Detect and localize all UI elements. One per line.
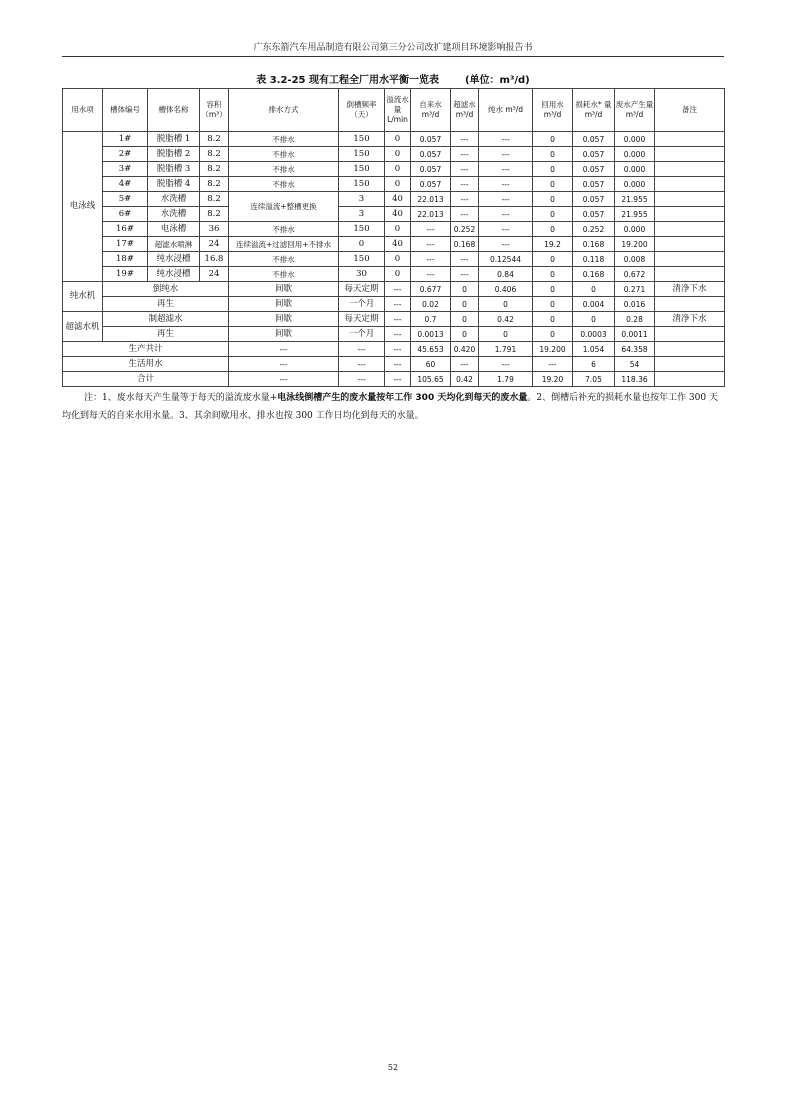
cell-overflow: 0 bbox=[385, 132, 411, 147]
cell-remark: 清净下水 bbox=[655, 282, 725, 297]
cell-drain: 不排水 bbox=[229, 147, 339, 162]
cell-remark bbox=[655, 222, 725, 237]
cell-tap: --- bbox=[411, 252, 451, 267]
cell-summary-label: 合计 bbox=[63, 372, 229, 387]
cell-remark bbox=[655, 252, 725, 267]
cell-reuse: 0 bbox=[533, 162, 573, 177]
cell-remark bbox=[655, 372, 725, 387]
cell-drain: 间歇 bbox=[229, 327, 339, 342]
table-title bbox=[62, 71, 724, 86]
cell-tap: --- bbox=[411, 237, 451, 252]
col-header-overflow: 溢流水量 L/min bbox=[385, 89, 411, 132]
cell-reuse: 19.2 bbox=[533, 237, 573, 252]
table-notes bbox=[62, 389, 724, 425]
cell-overflow: 0 bbox=[385, 267, 411, 282]
cell-loss: 0.057 bbox=[573, 147, 615, 162]
cell-uf: --- bbox=[451, 147, 479, 162]
cell-waste: 19.200 bbox=[615, 237, 655, 252]
cell-volume: 8.2 bbox=[200, 162, 229, 177]
cell-volume: 8.2 bbox=[200, 147, 229, 162]
cell-uf: 0.252 bbox=[451, 222, 479, 237]
cell-drain: 间歇 bbox=[229, 312, 339, 327]
cell-reuse: 0 bbox=[533, 282, 573, 297]
col-header-water-item: 用水项 bbox=[63, 89, 103, 132]
cell-tap: 0.7 bbox=[411, 312, 451, 327]
cell-loss: 0.252 bbox=[573, 222, 615, 237]
cell-tap: 0.0013 bbox=[411, 327, 451, 342]
cell-waste: 0.28 bbox=[615, 312, 655, 327]
cell-tank-name: 脱脂槽 1 bbox=[148, 132, 200, 147]
cell-uf: 0 bbox=[451, 297, 479, 312]
cell-tap: 0.677 bbox=[411, 282, 451, 297]
cell-remark: 清净下水 bbox=[655, 312, 725, 327]
group-pure-water-machine: 纯水机 bbox=[63, 282, 103, 312]
cell-uf: --- bbox=[451, 177, 479, 192]
table-row bbox=[63, 132, 725, 147]
table-title-text: 表 3.2-25 现有工程全厂用水平衡一览表 bbox=[256, 75, 439, 86]
cell-overflow: --- bbox=[385, 342, 411, 357]
cell-uf: --- bbox=[451, 162, 479, 177]
cell-remark bbox=[655, 177, 725, 192]
table-unit: (单位：m³/d) bbox=[464, 75, 530, 86]
cell-tap: 0.057 bbox=[411, 177, 451, 192]
cell-pure: 0.42 bbox=[479, 312, 533, 327]
cell-volume: 36 bbox=[200, 222, 229, 237]
cell-tank-name: 脱脂槽 2 bbox=[148, 147, 200, 162]
cell-pure: 1.791 bbox=[479, 342, 533, 357]
cell-freq: --- bbox=[339, 357, 385, 372]
cell-waste: 0.000 bbox=[615, 162, 655, 177]
cell-pure: --- bbox=[479, 177, 533, 192]
col-header-remark: 备注 bbox=[655, 89, 725, 132]
cell-reuse: 0 bbox=[533, 312, 573, 327]
cell-freq: 一个月 bbox=[339, 327, 385, 342]
cell-freq: 一个月 bbox=[339, 297, 385, 312]
group-electro: 电泳线 bbox=[63, 132, 103, 282]
cell-waste: 21.955 bbox=[615, 192, 655, 207]
cell-freq: 30 bbox=[339, 267, 385, 282]
cell-remark bbox=[655, 162, 725, 177]
cell-pure: --- bbox=[479, 162, 533, 177]
cell-overflow: 0 bbox=[385, 222, 411, 237]
cell-remark bbox=[655, 327, 725, 342]
cell-reuse: 0 bbox=[533, 147, 573, 162]
table-row bbox=[63, 147, 725, 162]
cell-tap: 0.057 bbox=[411, 162, 451, 177]
cell-tank-no: 3# bbox=[103, 162, 148, 177]
cell-overflow: --- bbox=[385, 327, 411, 342]
cell-uf: --- bbox=[451, 357, 479, 372]
table-row bbox=[63, 312, 725, 327]
cell-tank-no: 18# bbox=[103, 252, 148, 267]
cell-remark bbox=[655, 237, 725, 252]
cell-reuse: 0 bbox=[533, 327, 573, 342]
col-header-tank-name: 槽体名称 bbox=[148, 89, 200, 132]
cell-remark bbox=[655, 192, 725, 207]
cell-waste: 54 bbox=[615, 357, 655, 372]
cell-drain: 不排水 bbox=[229, 222, 339, 237]
cell-tap: --- bbox=[411, 267, 451, 282]
cell-uf: 0 bbox=[451, 327, 479, 342]
cell-drain: 连续溢流+过滤回用+不排水 bbox=[229, 237, 339, 252]
cell-remark bbox=[655, 132, 725, 147]
cell-tap: 45.653 bbox=[411, 342, 451, 357]
cell-loss: 0.004 bbox=[573, 297, 615, 312]
cell-item: 倒纯水 bbox=[103, 282, 229, 297]
cell-pure: 1.79 bbox=[479, 372, 533, 387]
cell-loss: 0.118 bbox=[573, 252, 615, 267]
cell-tank-name: 脱脂槽 3 bbox=[148, 162, 200, 177]
cell-tank-name: 水洗槽 bbox=[148, 207, 200, 222]
cell-overflow: 40 bbox=[385, 237, 411, 252]
cell-tank-no: 5# bbox=[103, 192, 148, 207]
cell-freq: 3 bbox=[339, 207, 385, 222]
cell-drain: 不排水 bbox=[229, 267, 339, 282]
cell-tap: 0.057 bbox=[411, 132, 451, 147]
cell-remark bbox=[655, 207, 725, 222]
summary-row bbox=[63, 342, 725, 357]
cell-overflow: --- bbox=[385, 297, 411, 312]
cell-summary-label: 生活用水 bbox=[63, 357, 229, 372]
table-row bbox=[63, 297, 725, 312]
notes-part-2-bold: 电泳线倒槽产生的废水量按年工作 300 天均化到每天的废水量 bbox=[277, 393, 528, 403]
col-header-frequency: 倒槽频率（天） bbox=[339, 89, 385, 132]
cell-pure: 0.406 bbox=[479, 282, 533, 297]
table-header-row bbox=[63, 89, 725, 132]
cell-volume: 8.2 bbox=[200, 132, 229, 147]
cell-remark bbox=[655, 267, 725, 282]
cell-reuse: 0 bbox=[533, 267, 573, 282]
cell-loss: 0.168 bbox=[573, 267, 615, 282]
col-header-drain-mode: 排水方式 bbox=[229, 89, 339, 132]
col-header-volume: 容积（m³） bbox=[200, 89, 229, 132]
cell-item: 制超滤水 bbox=[103, 312, 229, 327]
cell-volume: 8.2 bbox=[200, 207, 229, 222]
cell-pure: 0 bbox=[479, 327, 533, 342]
summary-row bbox=[63, 357, 725, 372]
cell-waste: 0.0011 bbox=[615, 327, 655, 342]
page-header: 广东东箭汽车用品制造有限公司第三分公司改扩建项目环境影响报告书 bbox=[62, 40, 724, 57]
summary-row bbox=[63, 372, 725, 387]
cell-tank-name: 水洗槽 bbox=[148, 192, 200, 207]
cell-pure: 0 bbox=[479, 297, 533, 312]
cell-freq: 0 bbox=[339, 237, 385, 252]
cell-freq: --- bbox=[339, 372, 385, 387]
table-row bbox=[63, 162, 725, 177]
cell-volume: 24 bbox=[200, 267, 229, 282]
cell-waste: 0.000 bbox=[615, 132, 655, 147]
cell-loss: 0.0003 bbox=[573, 327, 615, 342]
cell-loss: 7.05 bbox=[573, 372, 615, 387]
cell-freq: 150 bbox=[339, 222, 385, 237]
col-header-tap-water: 自来水 m³/d bbox=[411, 89, 451, 132]
cell-tank-no: 16# bbox=[103, 222, 148, 237]
cell-pure: --- bbox=[479, 147, 533, 162]
cell-freq: 150 bbox=[339, 162, 385, 177]
table-row bbox=[63, 252, 725, 267]
cell-uf: 0 bbox=[451, 312, 479, 327]
cell-drain: --- bbox=[229, 357, 339, 372]
table-row bbox=[63, 327, 725, 342]
cell-waste: 0.000 bbox=[615, 147, 655, 162]
cell-overflow: --- bbox=[385, 282, 411, 297]
cell-reuse: 0 bbox=[533, 222, 573, 237]
cell-overflow: 40 bbox=[385, 192, 411, 207]
cell-reuse: 0 bbox=[533, 207, 573, 222]
cell-tank-name: 超滤水喷淋 bbox=[148, 237, 200, 252]
cell-overflow: --- bbox=[385, 312, 411, 327]
cell-pure: 0.84 bbox=[479, 267, 533, 282]
cell-loss: 0.057 bbox=[573, 192, 615, 207]
cell-loss: 1.054 bbox=[573, 342, 615, 357]
cell-pure: --- bbox=[479, 222, 533, 237]
cell-overflow: 0 bbox=[385, 147, 411, 162]
col-header-reuse-water: 回用水 m³/d bbox=[533, 89, 573, 132]
cell-uf: 0.42 bbox=[451, 372, 479, 387]
cell-overflow: --- bbox=[385, 357, 411, 372]
cell-tank-no: 1# bbox=[103, 132, 148, 147]
cell-loss: 6 bbox=[573, 357, 615, 372]
cell-pure: 0.12544 bbox=[479, 252, 533, 267]
cell-waste: 21.955 bbox=[615, 207, 655, 222]
cell-overflow: 0 bbox=[385, 252, 411, 267]
cell-pure: --- bbox=[479, 237, 533, 252]
cell-volume: 8.2 bbox=[200, 177, 229, 192]
cell-uf: --- bbox=[451, 192, 479, 207]
cell-volume: 16.8 bbox=[200, 252, 229, 267]
cell-loss: 0.057 bbox=[573, 162, 615, 177]
cell-overflow: 0 bbox=[385, 177, 411, 192]
cell-tank-name: 脱脂槽 4 bbox=[148, 177, 200, 192]
cell-tank-no: 4# bbox=[103, 177, 148, 192]
page-number: 52 bbox=[387, 1063, 399, 1072]
cell-waste: 0.000 bbox=[615, 177, 655, 192]
cell-waste: 64.358 bbox=[615, 342, 655, 357]
cell-drain: 不排水 bbox=[229, 132, 339, 147]
cell-freq: 每天定期 bbox=[339, 312, 385, 327]
cell-drain: 间歇 bbox=[229, 297, 339, 312]
cell-uf: --- bbox=[451, 252, 479, 267]
cell-uf: --- bbox=[451, 267, 479, 282]
cell-pure: --- bbox=[479, 207, 533, 222]
cell-item: 再生 bbox=[103, 327, 229, 342]
cell-tank-no: 2# bbox=[103, 147, 148, 162]
cell-drain: --- bbox=[229, 342, 339, 357]
cell-remark bbox=[655, 357, 725, 372]
cell-tap: 0.057 bbox=[411, 147, 451, 162]
notes-part-3: 。2、倒槽后补充的损耗水量也按年工作 300 天均化到每天的自来水用水量。3、其余间歇用水、排水也按 300 工作日均化到每天的水量。 bbox=[62, 393, 718, 421]
cell-remark bbox=[655, 342, 725, 357]
cell-freq: 每天定期 bbox=[339, 282, 385, 297]
cell-pure: --- bbox=[479, 357, 533, 372]
cell-reuse: 0 bbox=[533, 132, 573, 147]
cell-drain: 连续溢流+整槽更换 bbox=[229, 192, 339, 222]
cell-tank-no: 19# bbox=[103, 267, 148, 282]
water-balance-table bbox=[62, 88, 725, 387]
cell-loss: 0.057 bbox=[573, 177, 615, 192]
cell-tap: 22.013 bbox=[411, 207, 451, 222]
cell-loss: 0 bbox=[573, 282, 615, 297]
cell-freq: 3 bbox=[339, 192, 385, 207]
cell-loss: 0.168 bbox=[573, 237, 615, 252]
cell-summary-label: 生产共计 bbox=[63, 342, 229, 357]
cell-freq: 150 bbox=[339, 132, 385, 147]
cell-drain: --- bbox=[229, 372, 339, 387]
cell-waste: 0.016 bbox=[615, 297, 655, 312]
cell-tap: 105.65 bbox=[411, 372, 451, 387]
cell-tap: --- bbox=[411, 222, 451, 237]
cell-freq: 150 bbox=[339, 147, 385, 162]
table-row bbox=[63, 192, 725, 207]
cell-remark bbox=[655, 147, 725, 162]
cell-tap: 60 bbox=[411, 357, 451, 372]
cell-loss: 0.057 bbox=[573, 132, 615, 147]
cell-tank-name: 电泳槽 bbox=[148, 222, 200, 237]
table-row bbox=[63, 237, 725, 252]
cell-uf: --- bbox=[451, 132, 479, 147]
cell-tank-no: 6# bbox=[103, 207, 148, 222]
col-header-tank-no: 槽体编号 bbox=[103, 89, 148, 132]
cell-tap: 0.02 bbox=[411, 297, 451, 312]
cell-drain: 间歇 bbox=[229, 282, 339, 297]
col-header-wastewater: 废水产生量 m³/d bbox=[615, 89, 655, 132]
cell-reuse: 0 bbox=[533, 297, 573, 312]
group-uf-water-machine: 超滤水机 bbox=[63, 312, 103, 342]
cell-waste: 118.36 bbox=[615, 372, 655, 387]
cell-drain: 不排水 bbox=[229, 177, 339, 192]
cell-pure: --- bbox=[479, 192, 533, 207]
cell-overflow: 40 bbox=[385, 207, 411, 222]
cell-drain: 不排水 bbox=[229, 162, 339, 177]
cell-tank-name: 纯水浸槽 bbox=[148, 252, 200, 267]
cell-pure: --- bbox=[479, 132, 533, 147]
notes-part-1: 注：1、废水每天产生量等于每天的溢流废水量+ bbox=[84, 393, 278, 403]
cell-drain: 不排水 bbox=[229, 252, 339, 267]
cell-waste: 0.672 bbox=[615, 267, 655, 282]
cell-waste: 0.271 bbox=[615, 282, 655, 297]
cell-reuse: 0 bbox=[533, 252, 573, 267]
cell-freq: --- bbox=[339, 342, 385, 357]
cell-uf: --- bbox=[451, 207, 479, 222]
cell-tank-name: 纯水浸槽 bbox=[148, 267, 200, 282]
cell-waste: 0.000 bbox=[615, 222, 655, 237]
table-row bbox=[63, 207, 725, 222]
cell-tank-no: 17# bbox=[103, 237, 148, 252]
cell-overflow: --- bbox=[385, 372, 411, 387]
table-row bbox=[63, 222, 725, 237]
col-header-uf-water: 超滤水 m³/d bbox=[451, 89, 479, 132]
cell-overflow: 0 bbox=[385, 162, 411, 177]
cell-freq: 150 bbox=[339, 252, 385, 267]
cell-item: 再生 bbox=[103, 297, 229, 312]
table-row bbox=[63, 282, 725, 297]
cell-remark bbox=[655, 297, 725, 312]
cell-uf: 0.420 bbox=[451, 342, 479, 357]
cell-freq: 150 bbox=[339, 177, 385, 192]
cell-volume: 8.2 bbox=[200, 192, 229, 207]
cell-reuse: 19.200 bbox=[533, 342, 573, 357]
cell-loss: 0 bbox=[573, 312, 615, 327]
cell-tap: 22.013 bbox=[411, 192, 451, 207]
cell-loss: 0.057 bbox=[573, 207, 615, 222]
cell-waste: 0.008 bbox=[615, 252, 655, 267]
table-row bbox=[63, 177, 725, 192]
cell-uf: 0 bbox=[451, 282, 479, 297]
cell-volume: 24 bbox=[200, 237, 229, 252]
col-header-loss-water: 损耗水* 量 m³/d bbox=[573, 89, 615, 132]
col-header-pure-water: 纯水 m³/d bbox=[479, 89, 533, 132]
table-row bbox=[63, 267, 725, 282]
cell-reuse: --- bbox=[533, 357, 573, 372]
cell-reuse: 0 bbox=[533, 177, 573, 192]
cell-reuse: 19.20 bbox=[533, 372, 573, 387]
cell-uf: 0.168 bbox=[451, 237, 479, 252]
cell-reuse: 0 bbox=[533, 192, 573, 207]
